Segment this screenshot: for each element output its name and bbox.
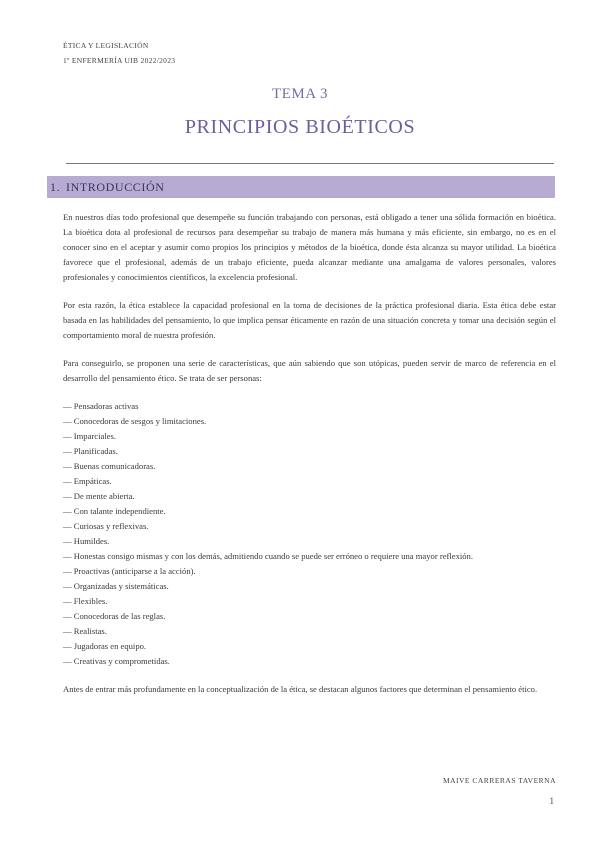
page-title: PRINCIPIOS BIOÉTICOS — [184, 116, 416, 138]
list-item: — De mente abierta. — [63, 491, 135, 501]
paragraph: En nuestros días todo profesional que desempeñe su función trabajando con personas, está obligado a tener una sólida formación en bioética. La bioética dota al profesional de recursos para desempeñar su trabajo de manera más humana y más eficiente, sin embargo, no es en el conocer sino en el aceptar y asumir como propios los principios y métodos de la bioética, donde ésta alcanza su mayor utilidad. La bioética favorece que el profesional, además de un trabajo eficiente, pueda alcanzar mediante una amalgama de valores personales, valores profesionales y conocimientos científicos, la excelencia profesional. — [63, 212, 556, 282]
body-content — [63, 210, 556, 710]
closing-paragraph: Antes de entrar más profundamente en la conceptualización de la ética, se destacan algunos factores que determinan el pensamiento ético. — [63, 684, 538, 694]
list-item: — Humildes. — [63, 536, 110, 546]
list-item: — Conocedoras de las reglas. — [63, 611, 166, 621]
section-label: INTRODUCCIÓN — [66, 179, 165, 194]
list-item: — Honestas consigo mismas y con los demás, admitiendo cuando se puede ser erróneo o requiere una mayor reflexión. — [63, 551, 473, 561]
list-item: — Curiosas y reflexivas. — [63, 521, 149, 531]
list-item: — Planificadas. — [63, 446, 118, 456]
list-item: — Proactivas (anticiparse a la acción). — [63, 566, 196, 576]
list-item: — Jugadoras en equipo. — [63, 641, 147, 651]
list-item: — Conocedoras de sesgos y limitaciones. — [63, 416, 207, 426]
characteristics-list — [63, 399, 556, 669]
section-heading — [47, 176, 555, 198]
section-number: 1. — [50, 179, 61, 194]
list-item: — Creativas y comprometidas. — [63, 656, 170, 666]
list-item: — Organizadas y sistemáticas. — [63, 581, 169, 591]
paragraph: Por esta razón, la ética establece la capacidad profesional en la toma de decisiones de la práctica profesional diaria. Esta ética debe estar basada en las habilidades del pensamiento, lo que implica pensar éticamente en razón de una situación concreta y tomar una decisión según el comportamiento moral de nuestra profesión. — [63, 300, 556, 340]
list-item: — Buenas comunicadoras. — [63, 461, 156, 471]
list-item: — Con talante independiente. — [63, 506, 166, 516]
title-divider — [66, 163, 554, 164]
list-item: — Flexibles. — [63, 596, 108, 606]
footer-author: MAIVE CARRERAS TAVERNA — [442, 776, 556, 785]
list-item: — Realistas. — [63, 626, 107, 636]
header-program: 1º ENFERMERÍA UIB 2022/2023 — [63, 56, 176, 65]
topic-label: TEMA 3 — [272, 86, 328, 102]
paragraph: Para conseguirlo, se proponen una serie de características, que aún sabiendo que son utópicas, pueden servir de marco de referencia en el desarrollo del pensamiento ético. Se trata de ser personas: — [63, 358, 556, 383]
list-item: — Empáticas. — [63, 476, 112, 486]
page-number: 1 — [549, 796, 554, 806]
list-item: — Pensadoras activas — [63, 401, 139, 411]
document-header — [63, 38, 175, 68]
list-item: — Imparciales. — [63, 431, 116, 441]
header-course: ÉTICA Y LEGISLACIÓN — [63, 41, 149, 50]
